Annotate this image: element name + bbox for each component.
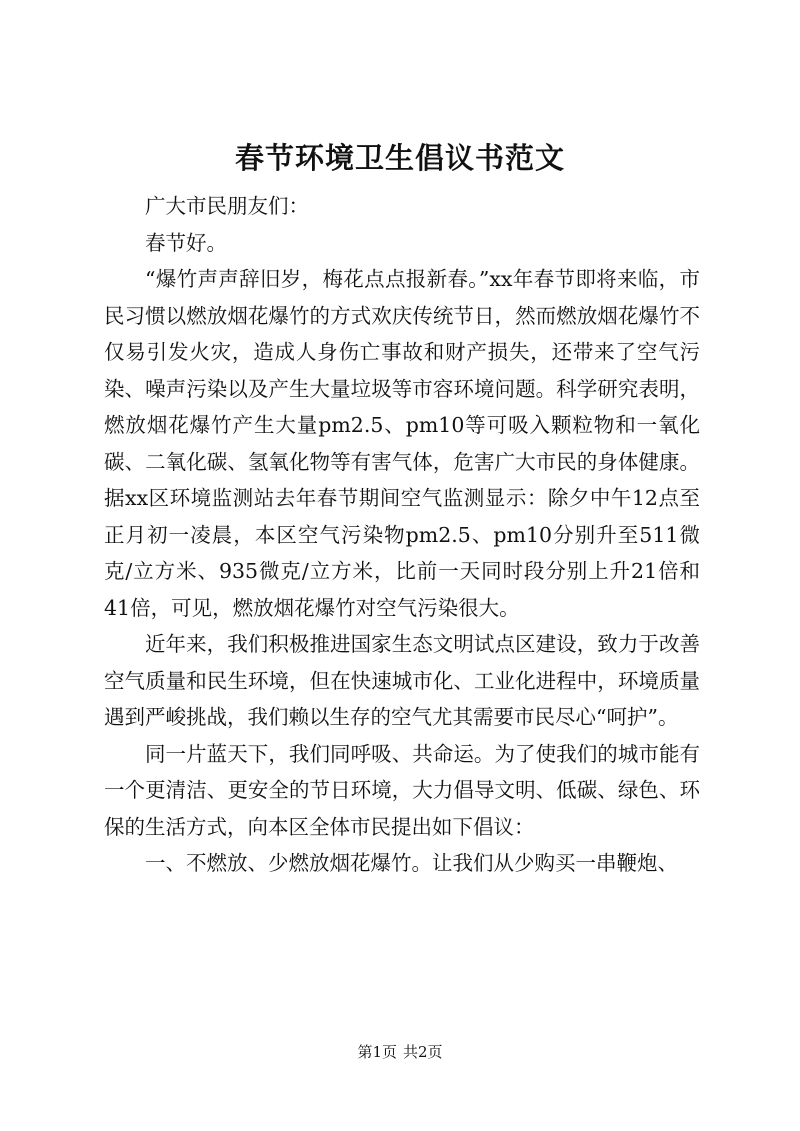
page-footer	[0, 1042, 800, 1062]
body-paragraph: “爆竹声声辞旧岁，梅花点点报新春。”xx年春节即将来临，市民习惯以燃放烟花爆竹的方式欢庆传统节日，然而燃放烟花爆竹不仅易引发火灾，造成人身伤亡事故和财产损失，还带来了空气污染、噪声污染以及产生大量垃圾等市容环境问题。科学研究表明，燃放烟花爆竹产生大量pm2.5、pm10等可吸入颗粒物和一氧化碳、二氧化碳、氢氧化物等有害气体，危害广大市民的身体健康。据xx区环境监测站去年春节期间空气监测显示：除夕中午12点至正月初一凌晨，本区空气污染物pm2.5、pm10分别升至511微克/立方米、935微克/立方米，比前一天同时段分别上升21倍和41倍，可见，燃放烟花爆竹对空气污染很大。	[104, 267, 700, 620]
proposal-item-paragraph: 一、不燃放、少燃放烟花爆竹。让我们从少购买一串鞭炮、	[145, 851, 678, 875]
body-paragraph: 近年来，我们积极推进国家生态文明试点区建设，致力于改善空气质量和民生环境，但在快速城市化、工业化进程中，环境质量遇到严峻挑战，我们赖以生存的空气尤其需要市民尽心“呵护”。	[104, 632, 700, 729]
body-paragraph: 同一片蓝天下，我们同呼吸、共命运。为了使我们的城市能有一个更清洁、更安全的节日环境，大力倡导文明、低碳、绿色、环保的生活方式，向本区全体市民提出如下倡议：	[104, 741, 700, 839]
document-body	[104, 188, 700, 882]
greeting-paragraph: 春节好。	[145, 230, 227, 255]
document-title: 春节环境卫生倡议书范文	[234, 141, 565, 175]
page-number: 第1页	[357, 1043, 397, 1061]
page-total: 共2页	[403, 1043, 443, 1061]
salutation-paragraph: 广大市民朋友们：	[145, 194, 309, 218]
